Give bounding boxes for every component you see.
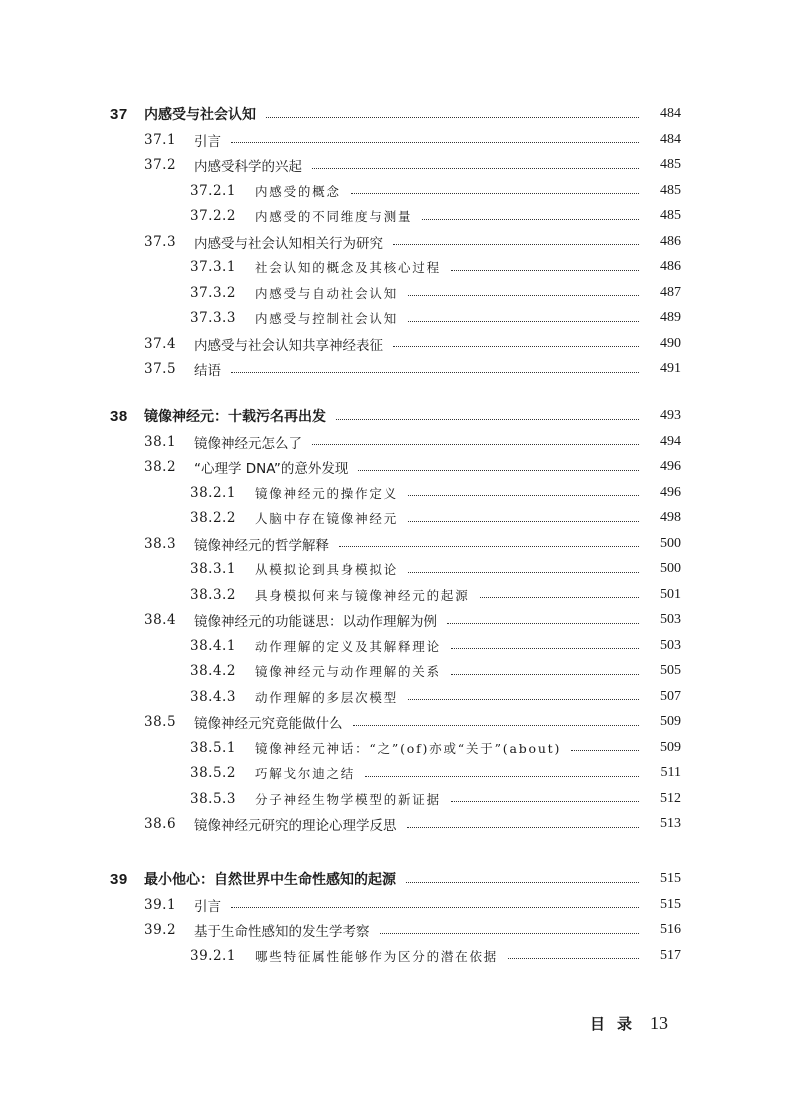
entry-page-number: 496: [660, 459, 681, 474]
entry-title: 动作理解的多层次模型: [255, 689, 399, 705]
dot-leader: [480, 597, 639, 598]
entry-page-number: 505: [660, 663, 681, 678]
entry-title: 镜像神经元究竟能做什么: [194, 716, 343, 732]
entry-number: 37.5: [144, 361, 177, 377]
section-entry[interactable]: [144, 333, 681, 355]
entry-title: 镜像神经元的操作定义: [255, 485, 399, 501]
entry-page-number: 489: [660, 310, 681, 325]
entry-title: 镜像神经元的哲学解释: [194, 537, 329, 554]
section-entry[interactable]: [144, 154, 681, 176]
dot-leader: [451, 801, 639, 802]
dot-leader: [508, 958, 639, 959]
entry-title: 最小他心：自然世界中生命性感知的起源: [144, 872, 396, 888]
entry-title: 动作理解的定义及其解释理论: [255, 638, 441, 654]
dot-leader: [408, 495, 639, 496]
entry-number: 38: [110, 407, 128, 425]
entry-title: 镜像神经元的功能谜思：以动作理解为例: [194, 614, 437, 630]
dot-leader: [231, 907, 639, 908]
entry-title: 内感受与控制社会认知: [255, 311, 399, 326]
entry-title: 哪些特征属性能够作为区分的潜在依据: [255, 948, 499, 964]
entry-page-number: 486: [660, 259, 681, 274]
entry-title: 引言: [194, 898, 221, 915]
entry-number: 38.4: [144, 612, 177, 628]
footer-label: 目录: [590, 1015, 645, 1033]
entry-page-number: 486: [660, 233, 681, 249]
dot-leader: [571, 750, 639, 751]
entry-page-number: 509: [660, 714, 681, 729]
section-entry[interactable]: [144, 358, 681, 380]
entry-number: 38.5: [144, 714, 177, 730]
entry-page-number: 498: [660, 510, 681, 525]
dot-leader: [339, 546, 639, 547]
entry-number: 37.2.1: [190, 182, 236, 199]
dot-leader: [408, 321, 639, 322]
entry-title: 结语: [194, 363, 221, 379]
entry-title: 镜像神经元：十载污名再出发: [144, 409, 326, 425]
entry-title: 引言: [194, 133, 221, 150]
subsection-entry[interactable]: [190, 558, 681, 580]
entry-number: 39: [110, 870, 128, 888]
dot-leader: [406, 882, 639, 883]
chapter-entry[interactable]: [110, 103, 681, 125]
footer-page-number: 13: [650, 1013, 669, 1033]
dot-leader: [422, 219, 639, 220]
entry-number: 38.4.3: [190, 688, 236, 705]
entry-page-number: 500: [660, 561, 681, 576]
subsection-entry[interactable]: [190, 282, 681, 304]
entry-page-number: 512: [660, 790, 681, 806]
subsection-entry[interactable]: [190, 307, 681, 329]
entry-number: 38.3.2: [190, 586, 236, 603]
entry-title: 内感受的不同维度与测量: [255, 209, 413, 224]
entry-page-number: 494: [660, 433, 681, 449]
entry-number: 37.4: [144, 335, 177, 352]
dot-leader: [408, 699, 639, 700]
section-entry[interactable]: [144, 456, 681, 478]
entry-page-number: 515: [660, 871, 681, 886]
subsection-entry[interactable]: [190, 635, 681, 657]
section-entry[interactable]: [144, 129, 681, 151]
entry-number: 38.2: [144, 459, 177, 475]
dot-leader: [407, 827, 640, 828]
entry-number: 38.5.3: [190, 790, 236, 807]
entry-page-number: 511: [660, 765, 681, 780]
entry-number: 37.3.2: [190, 284, 236, 301]
entry-number: 37.3.3: [190, 310, 236, 326]
dot-leader: [408, 572, 639, 573]
dot-leader: [231, 372, 639, 373]
entry-number: 37.2.2: [190, 208, 236, 224]
section-entry[interactable]: [144, 813, 681, 835]
entry-page-number: 500: [660, 535, 681, 551]
subsection-entry[interactable]: [190, 584, 681, 606]
entry-title: 内感受与社会认知: [144, 107, 256, 123]
dot-leader: [312, 168, 639, 169]
section-entry[interactable]: [144, 919, 681, 941]
dot-leader: [380, 933, 640, 934]
entry-page-number: 493: [660, 408, 681, 423]
entry-title: 内感受与社会认知相关行为研究: [194, 235, 383, 252]
entry-number: 38.3: [144, 535, 177, 552]
entry-title: 巧解戈尔迪之结: [255, 766, 356, 781]
entry-title: 社会认知的概念及其核心过程: [255, 260, 441, 275]
dot-leader: [365, 776, 639, 777]
entry-title: 内感受的概念: [255, 183, 341, 199]
entry-title: 镜像神经元神话：“之”(of)亦或“关于”(about): [255, 740, 562, 756]
entry-page-number: 491: [660, 361, 681, 376]
entry-title: 镜像神经元研究的理论心理学反思: [194, 818, 397, 834]
subsection-entry[interactable]: [190, 686, 681, 708]
entry-number: 37: [110, 105, 128, 123]
section-entry[interactable]: [144, 231, 681, 253]
dot-leader: [447, 623, 639, 624]
entry-page-number: 503: [660, 612, 681, 627]
dot-leader: [358, 470, 639, 471]
entry-page-number: 516: [660, 922, 681, 937]
dot-leader: [451, 674, 639, 675]
subsection-entry[interactable]: [190, 507, 681, 529]
dot-leader: [312, 444, 639, 445]
entry-number: 37.1: [144, 131, 177, 148]
entry-page-number: 485: [660, 208, 681, 223]
entry-number: 38.3.1: [190, 561, 236, 577]
dot-leader: [353, 725, 640, 726]
dot-leader: [393, 244, 639, 245]
entry-page-number: 507: [660, 688, 681, 704]
entry-page-number: 515: [660, 896, 681, 912]
dot-leader: [451, 270, 639, 271]
entry-title: 镜像神经元怎么了: [194, 435, 302, 452]
entry-title: 从模拟论到具身模拟论: [255, 562, 399, 577]
dot-leader: [408, 521, 639, 522]
entry-number: 38.4.1: [190, 637, 236, 654]
dot-leader: [393, 346, 639, 347]
subsection-entry[interactable]: [190, 205, 681, 227]
entry-title: 内感受与社会认知共享神经表征: [194, 337, 383, 354]
subsection-entry[interactable]: [190, 660, 681, 682]
entry-page-number: 490: [660, 335, 681, 351]
subsection-entry[interactable]: [190, 256, 681, 278]
entry-title: 镜像神经元与动作理解的关系: [255, 664, 441, 679]
entry-page-number: 484: [660, 106, 681, 121]
subsection-entry[interactable]: [190, 762, 681, 784]
entry-title: 具身模拟何来与镜像神经元的起源: [255, 587, 470, 603]
subsection-entry[interactable]: [190, 788, 681, 810]
entry-page-number: 501: [660, 586, 681, 602]
section-entry[interactable]: [144, 711, 681, 733]
dot-leader: [336, 419, 639, 420]
entry-number: 38.6: [144, 816, 177, 832]
entry-page-number: 485: [660, 182, 681, 198]
entry-number: 37.3.1: [190, 259, 236, 275]
dot-leader: [451, 648, 639, 649]
entry-number: 37.2: [144, 157, 177, 173]
section-entry[interactable]: [144, 609, 681, 631]
section-entry[interactable]: [144, 431, 681, 453]
entry-number: 39.1: [144, 896, 177, 913]
entry-title: 分子神经生物学模型的新证据: [255, 791, 441, 807]
entry-title: 内感受与自动社会认知: [255, 285, 399, 301]
section-entry[interactable]: [144, 533, 681, 555]
subsection-entry[interactable]: [190, 737, 681, 759]
entry-number: 38.4.2: [190, 663, 236, 679]
dot-leader: [266, 117, 639, 118]
entry-number: 37.3: [144, 233, 177, 250]
entry-number: 38.1: [144, 433, 177, 450]
entry-page-number: 509: [660, 739, 681, 755]
entry-title: 基于生命性感知的发生学考察: [194, 924, 370, 940]
chapter-entry[interactable]: [110, 868, 681, 890]
entry-number: 39.2.1: [190, 947, 236, 964]
subsection-entry[interactable]: [190, 180, 681, 202]
subsection-entry[interactable]: [190, 945, 681, 967]
entry-page-number: 484: [660, 131, 681, 147]
subsection-entry[interactable]: [190, 482, 681, 504]
dot-leader: [231, 142, 639, 143]
entry-number: 38.2.1: [190, 484, 236, 501]
entry-page-number: 487: [660, 284, 681, 300]
entry-page-number: 503: [660, 637, 681, 653]
entry-page-number: 517: [660, 947, 681, 963]
entry-number: 39.2: [144, 922, 177, 938]
entry-number: 38.5.1: [190, 739, 236, 756]
entry-page-number: 485: [660, 157, 681, 172]
entry-page-number: 513: [660, 816, 681, 831]
page-footer: [590, 1013, 668, 1034]
entry-number: 38.5.2: [190, 765, 236, 781]
entry-number: 38.2.2: [190, 510, 236, 526]
section-entry[interactable]: [144, 894, 681, 916]
entry-title: “心理学 DNA”的意外发现: [194, 461, 349, 477]
chapter-entry[interactable]: [110, 405, 681, 427]
entry-title: 内感受科学的兴起: [194, 159, 302, 175]
dot-leader: [408, 295, 639, 296]
dot-leader: [351, 193, 639, 194]
entry-title: 人脑中存在镜像神经元: [255, 511, 399, 526]
entry-page-number: 496: [660, 484, 681, 500]
